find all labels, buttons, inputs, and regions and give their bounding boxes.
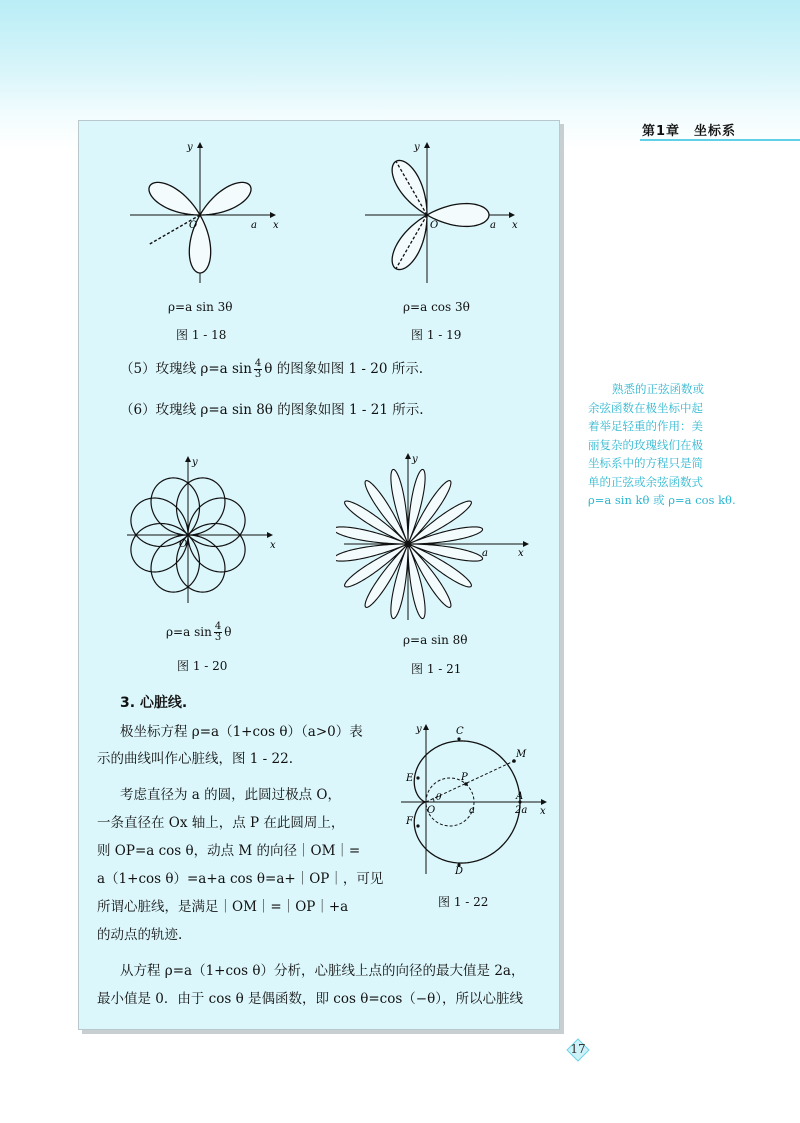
item5-num: 4 [254,358,262,369]
item5-pre: （5）玫瑰线 ρ=a sin [120,361,252,377]
fig19-label: 图 1 - 19 [411,328,462,342]
label-M: M [516,749,527,760]
fig21-y-label: y [412,454,418,465]
fig22-y-label: y [416,724,422,735]
para3-line2: 最小值是 0．由于 cos θ 是偶函数，即 cos θ=cos（−θ），所以心脏线 [97,991,523,1007]
f18-petal [149,182,200,215]
fig18-x-label: x [273,220,279,231]
fig21-label: 图 1 - 21 [411,662,462,676]
section-heading: 3. 心脏线. [120,695,188,711]
fig20-y-label: y [192,457,198,468]
item5-den: 3 [254,369,262,380]
side-note-line: 余弦函数在极坐标中起 [588,400,703,415]
item-5 [120,357,423,380]
side-note-line: ρ=a sin kθ 或 ρ=a cos kθ. [588,493,736,507]
label-O: O [427,805,436,816]
fig21-equation: ρ=a sin 8θ [403,633,468,647]
figure-1-22 [398,722,550,877]
side-note-line: 单的正弦或余弦函数式 [588,474,703,489]
label-F: F [406,816,413,827]
fig20-label: 图 1 - 20 [177,659,228,673]
fig19-a-label: a [490,220,496,231]
fig20-eq-pre: ρ=a sin [166,625,212,639]
fig22-label: 图 1 - 22 [438,895,489,909]
fig20-origin-label: O [179,539,188,550]
fig20-num: 4 [214,621,222,632]
page-number-text: 17 [570,1042,586,1056]
fig18-equation: ρ=a sin 3θ [168,300,233,314]
para1-line1: 极坐标方程 ρ=a（1+cos θ）（a>0）表 [120,724,363,740]
fig21-x-label: x [518,548,524,559]
para2-line5: 所谓心脏线，是满足｜OM｜=｜OP｜+a [97,899,349,915]
figure-1-19 [362,138,522,288]
fig18-y-label: y [187,142,193,153]
side-note [588,380,738,510]
fig19-y-label: y [414,142,420,153]
fig18-label: 图 1 - 18 [176,328,227,342]
f19-petal [392,215,427,270]
f19-petal [392,160,427,215]
fig19-x-label: x [512,220,518,231]
page-number [566,1038,590,1062]
item-6: （6）玫瑰线 ρ=a sin 8θ 的图象如图 1 - 21 所示. [120,402,424,418]
fig19-equation: ρ=a cos 3θ [403,300,470,314]
point-E [416,776,419,779]
fig19-origin-label: O [430,220,439,231]
chapter-title: 第1章 坐标系 [642,124,737,139]
f18-petal [200,182,251,215]
para2-line1: 考虑直径为 a 的圆，此圆过极点 O， [120,787,341,803]
item5-post: θ 的图象如图 1 - 20 所示. [264,361,424,377]
fig21-a-label: a [482,548,488,559]
label-E: E [406,773,414,784]
fig20-fraction [214,622,222,643]
label-A: A [516,791,524,802]
para2-line4: a（1+cos θ）=a+a cos θ=a+｜OP｜，可见 [97,871,384,887]
figure-1-18 [125,138,285,288]
label-P: P [461,772,468,783]
para2-line6: 的动点的轨迹. [97,927,183,943]
figure-1-20 [122,455,282,605]
para2-line3: 则 OP=a cos θ，动点 M 的向径｜OM｜= [97,843,361,859]
point-F [416,824,419,827]
figure-1-21 [336,452,536,622]
fig18-origin-label: O [189,220,198,231]
label-theta: θ [436,793,442,803]
label-D: D [455,866,464,877]
label-a: a [469,805,475,816]
fig20-den: 3 [214,632,222,643]
header-rule [640,139,800,141]
fig18-a-label: a [251,220,257,231]
para2-line2: 一条直径在 Ox 轴上，点 P 在此圆周上， [97,815,345,831]
side-note-line: 坐标系中的方程只是简 [588,456,703,470]
fig20-eq-post: θ [224,625,232,639]
side-note-line: 熟悉的正弦函数或 [612,382,704,396]
theta-arc [433,798,434,802]
fig22-x-label: x [540,806,546,817]
point-C [457,737,460,740]
label-2a: 2a [515,805,528,816]
side-note-line: 丽复杂的玫瑰线们在极 [588,437,703,452]
fig20-x-label: x [270,540,276,551]
para3-line1: 从方程 ρ=a（1+cos θ）分析，心脏线上点的向径的最大值是 2a， [120,963,525,979]
side-note-line: 着举足轻重的作用：美 [588,419,703,433]
label-C: C [456,726,464,737]
fig20-equation [166,622,231,643]
item5-fraction [254,359,262,380]
para1-line2: 示的曲线叫作心脏线，图 1 - 22. [97,751,293,767]
